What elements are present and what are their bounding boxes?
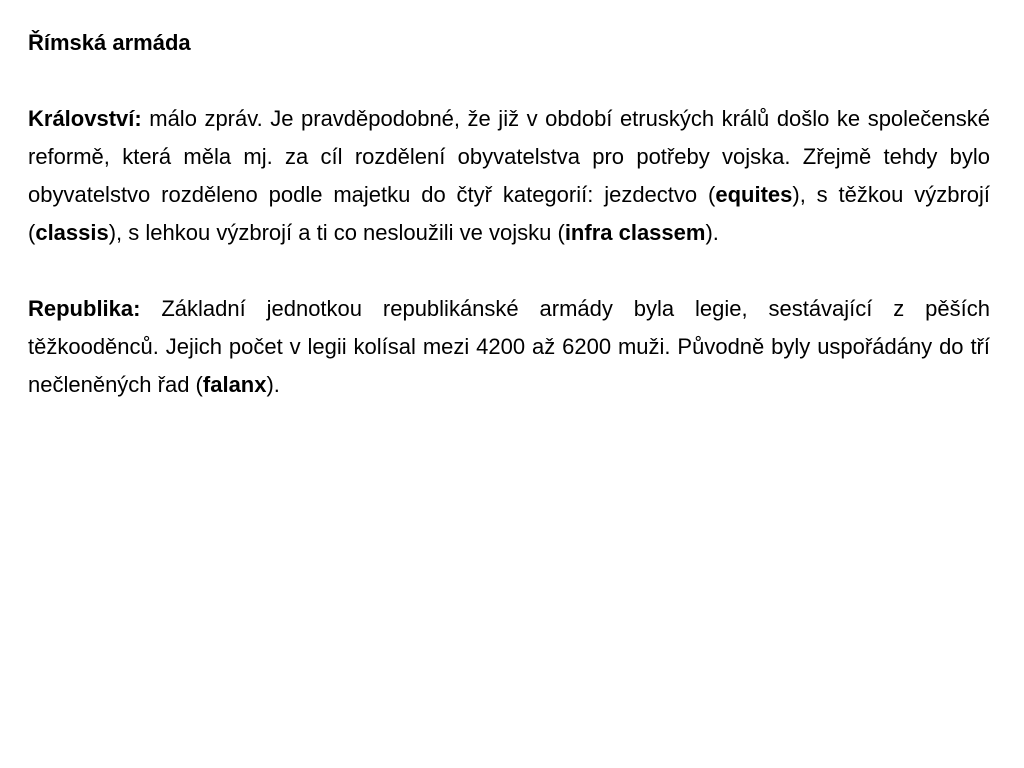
paragraph-text: málo zpráv. Je pravděpodobné, že již v období etruských králů došlo ke společenské reformě, která měla mj. za cíl rozdělení obyvatelstva pro potřeby vojska. Zřejmě tehdy bylo obyvatelstvo rozděleno podle majetku do čtyř kategorií: jezdectvo ( xyxy=(28,106,990,207)
slide-title: Římská armáda xyxy=(28,30,191,55)
paragraph-text: ), s těžkou výzbrojí ( xyxy=(28,182,991,245)
term-equites: equites xyxy=(715,182,793,207)
term-infra-classem: infra classem xyxy=(564,220,706,245)
paragraph-text: ), s lehkou výzbrojí a ti co nesloužili ve vojsku ( xyxy=(108,220,565,245)
paragraph-republika xyxy=(28,290,990,404)
paragraph-text: Základní jednotkou republikánské armády byla legie, sestávající z pěších těžkooděnců. Jejich počet v legii kolísal mezi 4200 až 6200 muži. Původně byly uspořádány do tří nečleněných řad ( xyxy=(28,296,990,397)
paragraph-text: ). xyxy=(705,220,719,245)
term-classis: classis xyxy=(35,220,109,245)
term-falanx: falanx xyxy=(202,372,267,397)
slide-content xyxy=(28,24,990,442)
paragraph-lead: Republika: xyxy=(28,296,141,321)
paragraph-lead: Království: xyxy=(28,106,142,131)
paragraph-text: ). xyxy=(266,372,280,397)
paragraph-kralovstvi xyxy=(28,100,990,252)
